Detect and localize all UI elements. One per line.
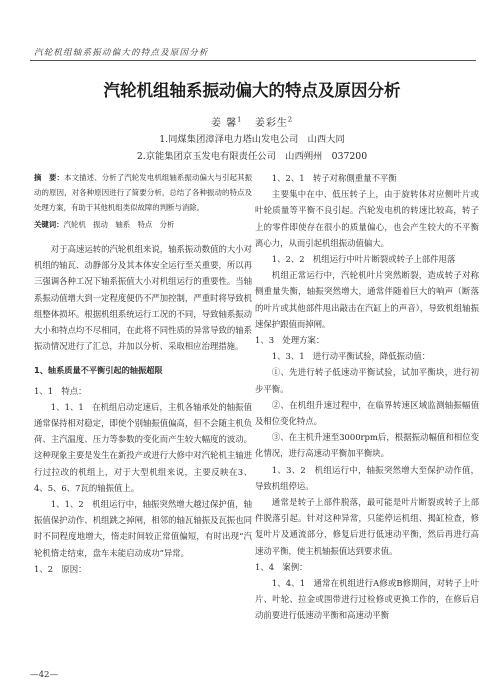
- paper-title: 汽轮机组轴系振动偏大的特点及原因分析: [103, 81, 401, 100]
- keywords-label: 关键词：: [34, 220, 64, 229]
- subsection-heading-1-2: 1、2 原因：: [34, 563, 87, 574]
- heading-1-2-2: 1、2、2 机组运行中叶片断裂或转子上部件甩落: [271, 254, 456, 265]
- step-1: ①、先进行转子低速动平衡试验，试加平衡块，进行初步平衡。: [255, 367, 479, 394]
- header-rule: [30, 60, 476, 61]
- subsection-heading-1-1: 1、1 特点：: [34, 385, 87, 396]
- keywords-text: 汽轮机 振动 轴系 特点 分析: [63, 220, 175, 229]
- page-number: —42—: [30, 670, 59, 680]
- intro-paragraph: 对于高速运转的汽轮机组来说，轴系振动数值的大小对机组的轴瓦、动静部分及其本体安全运行至关重要，所以再三强调各种工况下轴系振值大小对机组运行的重要性。当轴系振动值增大到一定程度便仍不严加控制，严重时将导致机组整体损坏。根据机组系统运行工况的不同，导致轴系振动大小和特点均不尽相同，在此将不同性质的异常导致的轴系振动情况进行了汇总，并加以分析、采取相应治理措施。: [34, 244, 252, 352]
- left-column: [34, 170, 252, 577]
- heading-1-4: 1、4 案例：: [255, 561, 308, 572]
- right-column: [255, 170, 479, 624]
- paragraph-1-4-1: 1、4、1 通常在机组进行A修或B修期间，对转子上叶片、叶轮、拉金或围带进行过检修或更换工作的，在修后启动前要进行低速动平衡和高速动平衡: [255, 578, 479, 621]
- heading-1-3-1: 1、3、1 进行动平衡试验，降低振动值：: [271, 351, 431, 362]
- paragraph-1-2-1: 主要集中在中、低压转子上，由于旋转体对应侧叶片或叶轮质量等平衡不良引起。汽轮发电机的转速比较高，转子上的零件即使存在很小的质量偏心，也会产生较大的不平衡离心力，从而引起机组振动值偏大。: [255, 189, 479, 248]
- spacer: [34, 232, 252, 241]
- author-2-sup: 2: [287, 115, 293, 124]
- affiliation-1: 1.同煤集团漳泽电力塔山发电公司 山西大同: [159, 134, 345, 145]
- paragraph-1-1-2: 1、1、2 机组运行中，轴振突然增大越过保护值，轴振值保护动作、机组跳之掉闸，相邻的轴瓦轴振及瓦振也同时不同程度地增大，惰走时间较正常值偏短，有时出现“汽轮机惰走结束，盘车未能启动成功”异常。: [34, 499, 252, 558]
- step-2: ②、在机组升速过程中，在临界转速区域监测轴振幅值及相位变化特点。: [255, 399, 479, 427]
- abstract-label: 摘 要：: [34, 173, 65, 182]
- paragraph-1-1-1: 1、1、1 在机组启动定速后，主机各轴承处的轴振值通常保持相对稳定，即使个别轴振值偏高，但不会随主机负荷、主汽温度、压力等参数的变化而产生较大幅度的波动。这种现象主要是发生在新投产或进行大修中对汽轮机主轴进行过拉改的机组上，对于大型机组来说，主要反映在3、4、5、6、7瓦的轴振值上。: [34, 401, 252, 493]
- author-2: 姜彩生: [254, 118, 288, 129]
- abstract: [34, 170, 252, 215]
- section-heading-1: 1、轴系质量不平衡引起的轴振超限: [34, 365, 163, 376]
- running-header: 汽轮机组轴系振动偏大的特点及原因分析: [34, 48, 209, 58]
- heading-1-3: 1、3 处理方案：: [255, 335, 325, 346]
- paragraph-1-2-2: 机组正常运行中，汽轮机叶片突然断裂，造成转子对称侧重量失衡，轴振突然增大，通常伴随着巨大的响声（断落的叶片或其他部件甩出敲击在汽缸上的声音），导致机组轴振速保护跟值而掉闸。: [255, 270, 479, 329]
- author-1: 姜 馨: [210, 118, 238, 129]
- authors: [0, 114, 504, 129]
- heading-1-2-1: 1、2、1 转子对称側重量不平衡: [271, 173, 397, 183]
- keywords: [34, 217, 252, 232]
- paragraph-1-3-2-detail: 通常是转子上部件脱落，最可能是叶片断裂或转子上部件脱落引起。针对这种异常，只能停运机组、揭缸检查，修复叶片及通流部分，修复后进行低速动平衡，然后再进行高速动平衡，使主机轴振值达到要求值。: [255, 497, 479, 556]
- abstract-text: 本文描述、分析了汽轮发电机组轴系振动偏大与引起其振动的原因，对各种原因进行了简要分析，总结了各种振动的特点及处理方案，有助于其他机组类似故障的判断与消除。: [34, 173, 252, 212]
- author-1-sup: 1: [237, 115, 243, 124]
- paragraph-1-3-2: 1、3、2 机组运行中，轴振突然增大至保护动作值，导致机组停运。: [255, 464, 479, 491]
- step-3: ③、在主机升速至3000rpm后，根据振动幅值和相位变化情况，进行高速动平衡加平衡块。: [255, 432, 479, 459]
- affiliation-2: 2.京能集团京玉发电有限责任公司 山西朔州 037200: [136, 151, 368, 162]
